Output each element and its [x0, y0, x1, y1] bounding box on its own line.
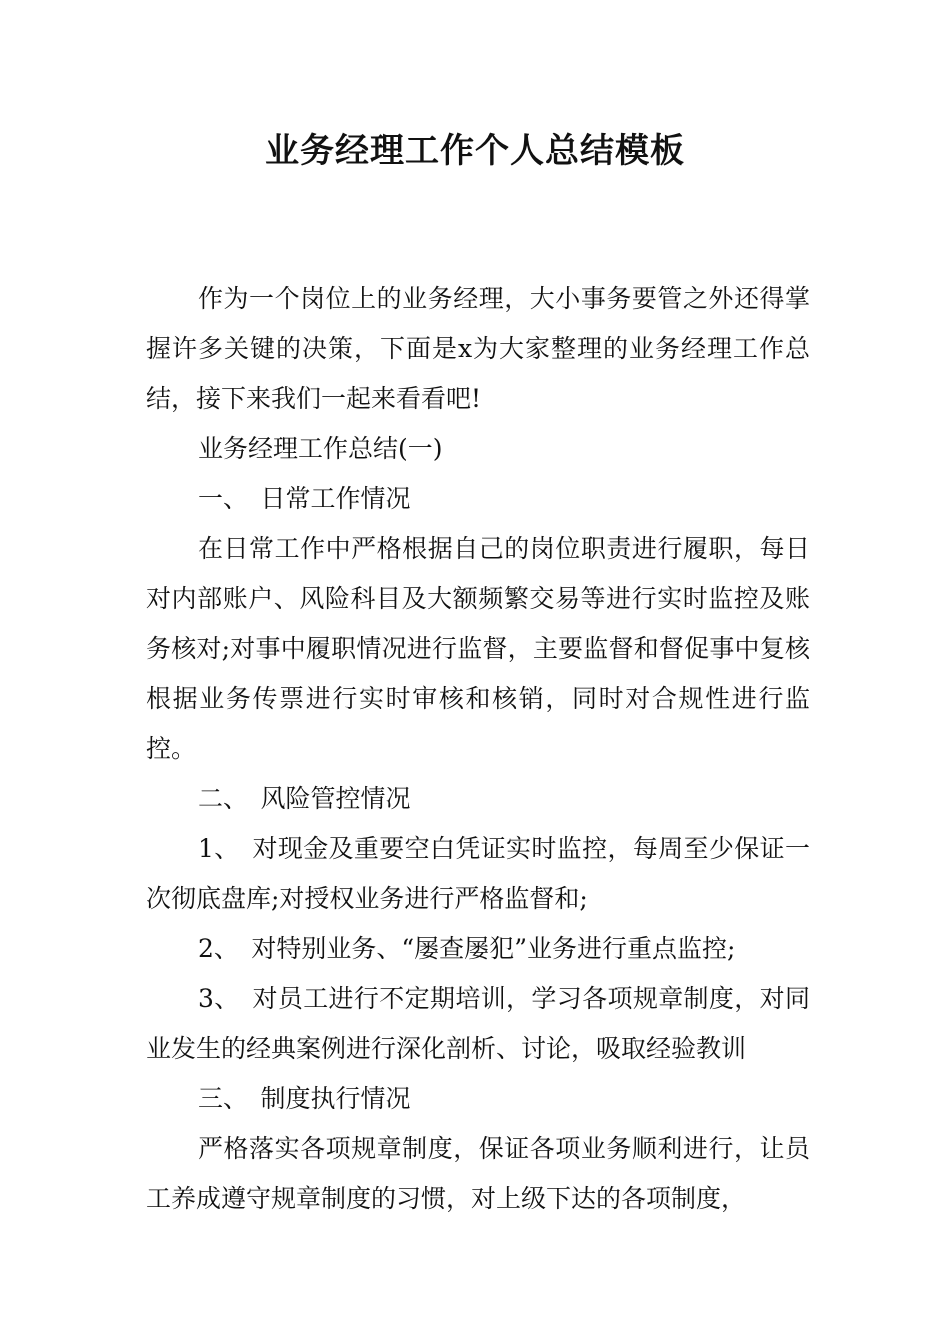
list-item-risk-2: 2、 对特别业务、“屡查屡犯”业务进行重点监控;: [198, 934, 736, 963]
document-title: 业务经理工作个人总结模板: [265, 131, 685, 171]
list-item-risk-3: 3、 对员工进行不定期培训，学习各项规章制度，对同业发生的经典案例进行深化剖析、讨论，吸取经验教训: [146, 984, 810, 1063]
paragraph-policy-execution: 严格落实各项规章制度，保证各项业务顺利进行，让员工养成遵守规章制度的习惯，对上级下达的各项制度，: [146, 1134, 810, 1213]
document-body: [146, 274, 810, 1224]
list-item-risk-1: 1、 对现金及重要空白凭证实时监控，每周至少保证一次彻底盘库;对授权业务进行严格监督和;: [146, 834, 810, 913]
section-heading-policy-execution: 三、 制度执行情况: [198, 1084, 411, 1113]
paragraph-intro: 作为一个岗位上的业务经理，大小事务要管之外还得掌握许多关键的决策，下面是x为大家整理的业务经理工作总结，接下来我们一起来看看吧!: [146, 284, 810, 413]
section-heading-summary-one: 业务经理工作总结(一): [198, 434, 443, 463]
paragraph-daily-work: 在日常工作中严格根据自己的岗位职责进行履职，每日对内部账户、风险科目及大额频繁交易等进行实时监控及账务核对;对事中履职情况进行监督，主要监督和督促事中复核根据业务传票进行实时审核和核销，同时对合规性进行监控。: [146, 534, 810, 763]
section-heading-risk-control: 二、 风险管控情况: [198, 784, 411, 813]
section-heading-daily-work: 一、 日常工作情况: [198, 484, 411, 513]
